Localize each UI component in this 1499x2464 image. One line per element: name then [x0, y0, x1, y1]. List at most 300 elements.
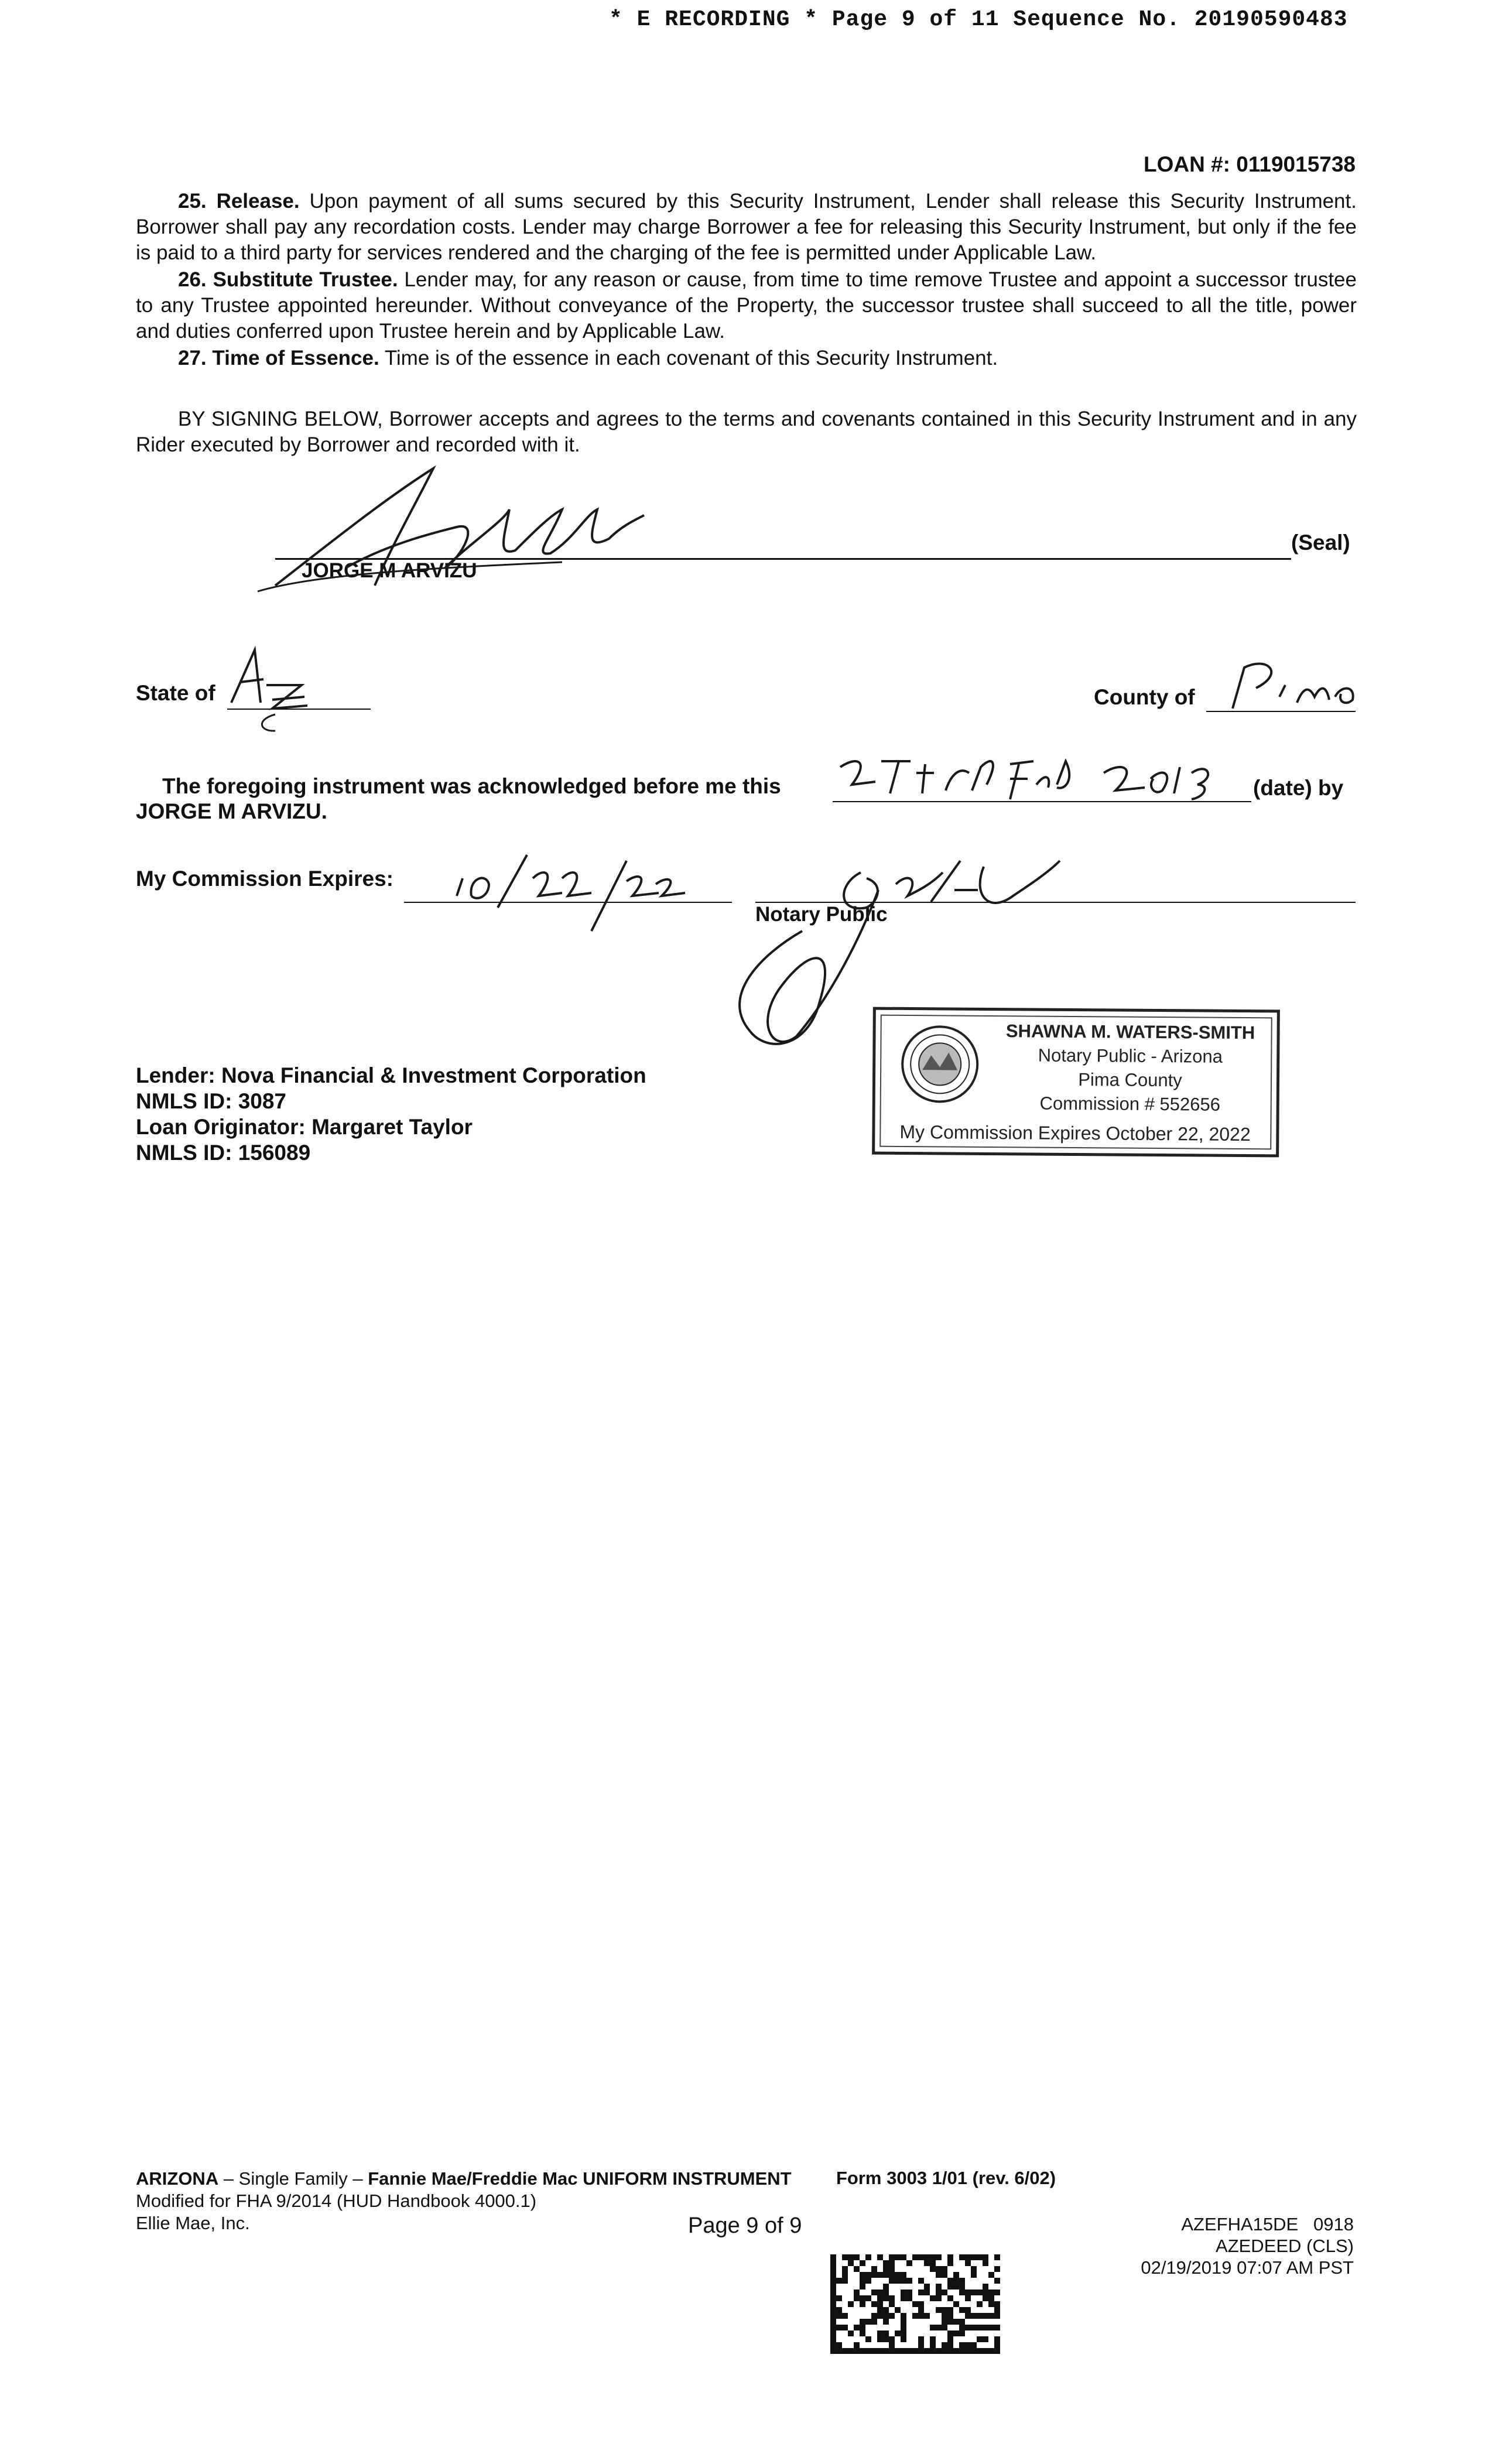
barcode-module: [906, 2290, 912, 2295]
barcode-module: [860, 2278, 865, 2284]
barcode-module: [871, 2319, 877, 2325]
barcode-module: [871, 2348, 877, 2354]
barcode-module: [936, 2325, 942, 2330]
barcode-module: [994, 2301, 1000, 2307]
barcode-module: [889, 2348, 895, 2354]
barcode-module: [977, 2348, 983, 2354]
barcode-module: [924, 2254, 930, 2260]
barcode-module: [994, 2313, 1000, 2319]
barcode-module: [936, 2348, 942, 2354]
barcode-module: [953, 2301, 959, 2307]
footer-code3: 02/19/2019 07:07 AM PST: [1141, 2257, 1354, 2278]
barcode-module: [889, 2336, 895, 2342]
barcode-module: [994, 2342, 1000, 2348]
county-handwriting: [1221, 656, 1361, 714]
barcode-module: [942, 2272, 947, 2278]
barcode-module: [912, 2348, 918, 2354]
barcode-module: [883, 2330, 889, 2336]
barcode-module: [912, 2313, 918, 2319]
barcode-module: [883, 2336, 889, 2342]
barcode-module: [959, 2330, 965, 2336]
section-26: [136, 267, 1357, 344]
barcode-module: [901, 2330, 906, 2336]
section-27-title: Time of Essence.: [212, 347, 379, 369]
barcode-module: [871, 2266, 877, 2272]
barcode-module: [877, 2290, 883, 2295]
barcode-module: [936, 2295, 942, 2301]
footer-code2: AZEDEED (CLS): [1216, 2236, 1354, 2256]
barcode-module: [971, 2272, 977, 2278]
footer-line3: Ellie Mae, Inc.: [136, 2213, 250, 2233]
county-label: County of: [1094, 685, 1195, 709]
section-27: [136, 345, 1357, 371]
barcode-module: [842, 2272, 848, 2278]
barcode-module: [947, 2348, 953, 2354]
barcode-module: [947, 2319, 953, 2325]
barcode-module: [965, 2325, 971, 2330]
barcode-module: [883, 2284, 889, 2290]
barcode-module: [971, 2342, 977, 2348]
barcode-module: [860, 2284, 865, 2290]
barcode-module: [895, 2272, 901, 2278]
barcode-module: [983, 2284, 988, 2290]
barcode-module: [865, 2272, 871, 2278]
barcode-module: [983, 2260, 988, 2266]
barcode-module: [930, 2342, 936, 2348]
footer-line1: [136, 2168, 792, 2190]
barcode-module: [830, 2278, 836, 2284]
barcode-module: [842, 2313, 848, 2319]
barcode-module: [971, 2348, 977, 2354]
barcode-module: [906, 2295, 912, 2301]
originator-line: Loan Originator: Margaret Taylor: [136, 1115, 473, 1139]
barcode-module: [877, 2295, 883, 2301]
barcode-module: [924, 2260, 930, 2266]
barcode-module: [983, 2325, 988, 2330]
barcode-module: [912, 2254, 918, 2260]
barcode-module: [830, 2336, 836, 2342]
state-handwriting: [220, 644, 337, 732]
barcode-module: [971, 2266, 977, 2272]
barcode-module: [871, 2272, 877, 2278]
barcode-module: [965, 2260, 971, 2266]
barcode-module: [865, 2348, 871, 2354]
barcode-module: [947, 2284, 953, 2290]
footer-code1: AZEFHA15DE 0918: [1181, 2214, 1354, 2234]
barcode-module: [836, 2307, 842, 2313]
barcode-module: [860, 2348, 865, 2354]
barcode-module: [883, 2307, 889, 2313]
footer-line1-mid: – Single Family –: [218, 2168, 368, 2189]
barcode-module: [842, 2278, 848, 2284]
barcode-module: [836, 2342, 842, 2348]
barcode-module: [854, 2290, 860, 2295]
barcode-module: [936, 2284, 942, 2290]
barcode-module: [895, 2278, 901, 2284]
barcode-module: [901, 2272, 906, 2278]
barcode-module: [918, 2278, 924, 2284]
barcode-module: [848, 2260, 854, 2266]
barcode-module: [860, 2330, 865, 2336]
barcode-module: [830, 2301, 836, 2307]
barcode-module: [889, 2342, 895, 2348]
barcode-module: [830, 2348, 836, 2354]
signing-statement-text: BY SIGNING BELOW, Borrower accepts and agrees to the terms and covenants contained in this Security Instrument and in any Rider executed by Borrower and recorded with it.: [136, 408, 1357, 456]
stamp-commission: Commission # 552656: [1039, 1093, 1221, 1115]
stamp-expires: My Commission Expires October 22, 2022: [899, 1121, 1251, 1145]
barcode-module: [830, 2319, 836, 2325]
footer-form-number: Form 3003 1/01 (rev. 6/02): [836, 2168, 1056, 2188]
barcode-module: [830, 2307, 836, 2313]
barcode-module: [947, 2260, 953, 2266]
barcode-module: [836, 2313, 842, 2319]
barcode-module: [836, 2295, 842, 2301]
barcode-module: [877, 2313, 883, 2319]
arizona-seal-icon: [899, 1023, 981, 1106]
barcode-module: [865, 2278, 871, 2284]
barcode-module: [877, 2330, 883, 2336]
barcode-module: [901, 2295, 906, 2301]
barcode-module: [889, 2254, 895, 2260]
barcode-module: [877, 2272, 883, 2278]
barcode-module: [836, 2278, 842, 2284]
barcode-module: [830, 2330, 836, 2336]
borrower-name: JORGE M ARVIZU: [302, 559, 477, 582]
barcode-module: [865, 2254, 871, 2260]
footer-state: ARIZONA: [136, 2168, 219, 2189]
barcode-module: [883, 2319, 889, 2325]
barcode-module: [918, 2348, 924, 2354]
barcode-module: [953, 2272, 959, 2278]
recording-header: * E RECORDING * Page 9 of 11 Sequence No. 20190590483: [609, 7, 1348, 32]
commission-handwriting: [445, 849, 691, 937]
barcode-module: [848, 2301, 854, 2307]
barcode-module: [830, 2295, 836, 2301]
barcode-module: [912, 2301, 918, 2307]
barcode-module: [865, 2319, 871, 2325]
barcode-module: [983, 2254, 988, 2260]
state-label: State of: [136, 681, 215, 705]
barcode-module: [959, 2278, 965, 2284]
barcode-module: [965, 2295, 971, 2301]
barcode-module: [994, 2307, 1000, 2313]
barcode-module: [988, 2290, 994, 2295]
barcode-module: [971, 2290, 977, 2295]
barcode-module: [854, 2266, 860, 2272]
barcode-module: [942, 2342, 947, 2348]
barcode-module: [930, 2336, 936, 2342]
barcode-module: [901, 2348, 906, 2354]
barcode-module: [930, 2254, 936, 2260]
barcode-module: [977, 2290, 983, 2295]
barcode-module: [918, 2307, 924, 2313]
notary-stamp: [872, 1007, 1280, 1158]
lender-line: Lender: Nova Financial & Investment Corporation: [136, 1063, 646, 1087]
barcode-module: [930, 2260, 936, 2266]
barcode-module: [830, 2313, 836, 2319]
barcode-module: [883, 2348, 889, 2354]
stamp-county: Pima County: [1078, 1069, 1182, 1091]
barcode-module: [830, 2272, 836, 2278]
barcode-module: [883, 2266, 889, 2272]
barcode-module: [918, 2342, 924, 2348]
barcode-module: [947, 2295, 953, 2301]
barcode-module: [942, 2313, 947, 2319]
section-26-text: Lender may, for any reason or cause, from time to time remove Trustee and appoint a successor trustee to any Trustee appointed hereunder. Without conveyance of the Property, the successor trustee shall succeed to all the title, power and duties conferred upon Trustee herein and by Applicable Law.: [136, 268, 1357, 343]
barcode-module: [994, 2254, 1000, 2260]
barcode-module: [889, 2301, 895, 2307]
barcode-module: [977, 2325, 983, 2330]
signing-statement: [136, 406, 1357, 458]
barcode-module: [906, 2348, 912, 2354]
barcode-module: [901, 2254, 906, 2260]
barcode-module: [918, 2301, 924, 2307]
barcode-module: [971, 2254, 977, 2260]
barcode-module: [936, 2266, 942, 2272]
loan-number: LOAN #: 0119015738: [1143, 152, 1356, 176]
barcode-module: [965, 2348, 971, 2354]
barcode-module: [848, 2330, 854, 2336]
seal-label: (Seal): [1291, 531, 1350, 555]
barcode-module: [830, 2260, 836, 2266]
barcode-module: [942, 2307, 947, 2313]
barcode-module: [889, 2266, 895, 2272]
barcode-module: [860, 2319, 865, 2325]
barcode-module: [965, 2307, 971, 2313]
footer-page-number: Page 9 of 9: [688, 2213, 802, 2238]
barcode-module: [942, 2325, 947, 2330]
barcode-module: [860, 2301, 865, 2307]
barcode-module: [854, 2325, 860, 2330]
barcode-module: [848, 2254, 854, 2260]
barcode-module: [971, 2313, 977, 2319]
footer-line2: Modified for FHA 9/2014 (HUD Handbook 4000.1): [136, 2191, 537, 2211]
barcode-module: [988, 2313, 994, 2319]
barcode-module: [994, 2325, 1000, 2330]
stamp-text-block: [984, 1019, 1277, 1117]
barcode-module: [871, 2290, 877, 2295]
date-by-label: (date) by: [1253, 776, 1344, 800]
originator-nmls: NMLS ID: 156089: [136, 1141, 311, 1165]
barcode-module: [830, 2254, 836, 2260]
barcode-module: [836, 2325, 842, 2330]
section-25-text: Upon payment of all sums secured by this Security Instrument, Lender shall release this Security Instrument. Borrower shall pay any recordation costs. Lender may charge Borrower a fee for releasing this Security Instrument, but only if the fee is paid to a third party for services rendered and the charging of the fee is permitted under Applicable Law.: [136, 190, 1357, 264]
footer-instrument: Fannie Mae/Freddie Mac UNIFORM INSTRUMENT: [368, 2168, 792, 2189]
lender-nmls: NMLS ID: 3087: [136, 1089, 287, 1113]
section-27-number: 27.: [178, 347, 207, 369]
barcode-module: [842, 2254, 848, 2260]
barcode-module: [830, 2325, 836, 2330]
barcode-module: [994, 2266, 1000, 2272]
barcode-module: [959, 2307, 965, 2313]
barcode-module: [860, 2325, 865, 2330]
barcode-module: [883, 2295, 889, 2301]
barcode-module: [947, 2307, 953, 2313]
barcode-module: [983, 2336, 988, 2342]
barcode-module: [953, 2284, 959, 2290]
barcode-module: [883, 2272, 889, 2278]
datamatrix-barcode-icon: [830, 2254, 1000, 2354]
barcode-module: [959, 2325, 965, 2330]
barcode-module: [918, 2336, 924, 2342]
barcode-module: [830, 2266, 836, 2272]
stamp-name: SHAWNA M. WATERS-SMITH: [1005, 1021, 1255, 1043]
section-26-title: Substitute Trustee.: [213, 268, 398, 291]
ack-date-handwriting: [834, 750, 1256, 814]
barcode-module: [942, 2290, 947, 2295]
barcode-module: [877, 2348, 883, 2354]
barcode-module: [983, 2313, 988, 2319]
barcode-module: [947, 2330, 953, 2336]
barcode-module: [901, 2290, 906, 2295]
barcode-module: [983, 2348, 988, 2354]
barcode-module: [988, 2301, 994, 2307]
barcode-module: [988, 2295, 994, 2301]
barcode-module: [947, 2278, 953, 2284]
barcode-module: [830, 2284, 836, 2290]
barcode-module: [988, 2348, 994, 2354]
ack-text: The foregoing instrument was acknowledged before me this: [162, 774, 781, 798]
barcode-module: [854, 2342, 860, 2348]
barcode-module: [889, 2313, 895, 2319]
barcode-module: [836, 2348, 842, 2354]
barcode-module: [947, 2254, 953, 2260]
barcode-module: [994, 2278, 1000, 2284]
barcode-module: [994, 2348, 1000, 2354]
section-25-number: 25.: [178, 190, 207, 213]
section-26-number: 26.: [178, 268, 207, 291]
barcode-module: [924, 2284, 930, 2290]
barcode-module: [877, 2336, 883, 2342]
barcode-module: [860, 2260, 865, 2266]
barcode-module: [994, 2336, 1000, 2342]
barcode-module: [947, 2342, 953, 2348]
barcode-module: [953, 2330, 959, 2336]
barcode-module: [918, 2313, 924, 2319]
barcode-module: [959, 2254, 965, 2260]
barcode-module: [854, 2348, 860, 2354]
barcode-module: [965, 2290, 971, 2295]
barcode-module: [877, 2301, 883, 2307]
barcode-module: [895, 2348, 901, 2354]
barcode-module: [848, 2348, 854, 2354]
barcode-module: [906, 2278, 912, 2284]
barcode-module: [959, 2319, 965, 2325]
barcode-module: [977, 2313, 983, 2319]
barcode-module: [842, 2325, 848, 2330]
barcode-module: [965, 2313, 971, 2319]
barcode-module: [918, 2290, 924, 2295]
barcode-module: [895, 2254, 901, 2260]
barcode-module: [901, 2336, 906, 2342]
barcode-module: [942, 2348, 947, 2354]
barcode-module: [830, 2342, 836, 2348]
barcode-module: [959, 2290, 965, 2295]
barcode-module: [977, 2254, 983, 2260]
barcode-module: [936, 2254, 942, 2260]
barcode-module: [889, 2278, 895, 2284]
barcode-module: [988, 2325, 994, 2330]
barcode-module: [994, 2290, 1000, 2295]
barcode-module: [889, 2260, 895, 2266]
barcode-module: [947, 2336, 953, 2342]
barcode-module: [877, 2254, 883, 2260]
section-25: [136, 189, 1357, 266]
barcode-module: [965, 2254, 971, 2260]
barcode-module: [901, 2325, 906, 2330]
barcode-module: [983, 2295, 988, 2301]
ack-name: JORGE M ARVIZU.: [136, 799, 327, 823]
barcode-module: [860, 2295, 865, 2301]
barcode-module: [930, 2295, 936, 2301]
barcode-module: [901, 2319, 906, 2325]
borrower-signature: [258, 457, 679, 603]
barcode-module: [871, 2301, 877, 2307]
section-27-text: Time is of the essence in each covenant of this Security Instrument.: [384, 347, 998, 369]
barcode-module: [977, 2336, 983, 2342]
barcode-module: [854, 2295, 860, 2301]
barcode-module: [942, 2266, 947, 2272]
barcode-module: [936, 2290, 942, 2295]
barcode-module: [854, 2254, 860, 2260]
barcode-module: [988, 2272, 994, 2278]
barcode-module: [947, 2313, 953, 2319]
barcode-module: [936, 2307, 942, 2313]
barcode-module: [842, 2266, 848, 2272]
barcode-module: [883, 2290, 889, 2295]
stamp-title: Notary Public - Arizona: [1038, 1045, 1223, 1067]
notary-label: Notary Public: [755, 903, 888, 926]
lender-block: [136, 1063, 646, 1166]
barcode-module: [830, 2290, 836, 2295]
barcode-module: [983, 2290, 988, 2295]
barcode-module: [871, 2313, 877, 2319]
barcode-module: [895, 2307, 901, 2313]
barcode-module: [865, 2336, 871, 2342]
barcode-module: [865, 2295, 871, 2301]
barcode-module: [924, 2348, 930, 2354]
barcode-module: [924, 2290, 930, 2295]
barcode-module: [959, 2348, 965, 2354]
barcode-module: [959, 2342, 965, 2348]
barcode-module: [924, 2313, 930, 2319]
barcode-module: [930, 2325, 936, 2330]
barcode-module: [942, 2319, 947, 2325]
barcode-module: [959, 2284, 965, 2290]
barcode-module: [883, 2260, 889, 2266]
barcode-module: [889, 2272, 895, 2278]
barcode-module: [895, 2330, 901, 2336]
barcode-module: [971, 2325, 977, 2330]
section-25-title: Release.: [216, 190, 300, 213]
barcode-module: [860, 2272, 865, 2278]
barcode-module: [936, 2272, 942, 2278]
barcode-module: [965, 2342, 971, 2348]
footer-right: [1141, 2213, 1354, 2278]
barcode-module: [918, 2254, 924, 2260]
barcode-module: [906, 2260, 912, 2266]
barcode-module: [953, 2278, 959, 2284]
barcode-module: [977, 2301, 983, 2307]
barcode-module: [842, 2348, 848, 2354]
barcode-module: [877, 2307, 883, 2313]
barcode-module: [953, 2348, 959, 2354]
barcode-module: [930, 2348, 936, 2354]
barcode-module: [930, 2266, 936, 2272]
commission-label: My Commission Expires:: [136, 867, 394, 891]
barcode-module: [883, 2313, 889, 2319]
barcode-module: [889, 2295, 895, 2301]
